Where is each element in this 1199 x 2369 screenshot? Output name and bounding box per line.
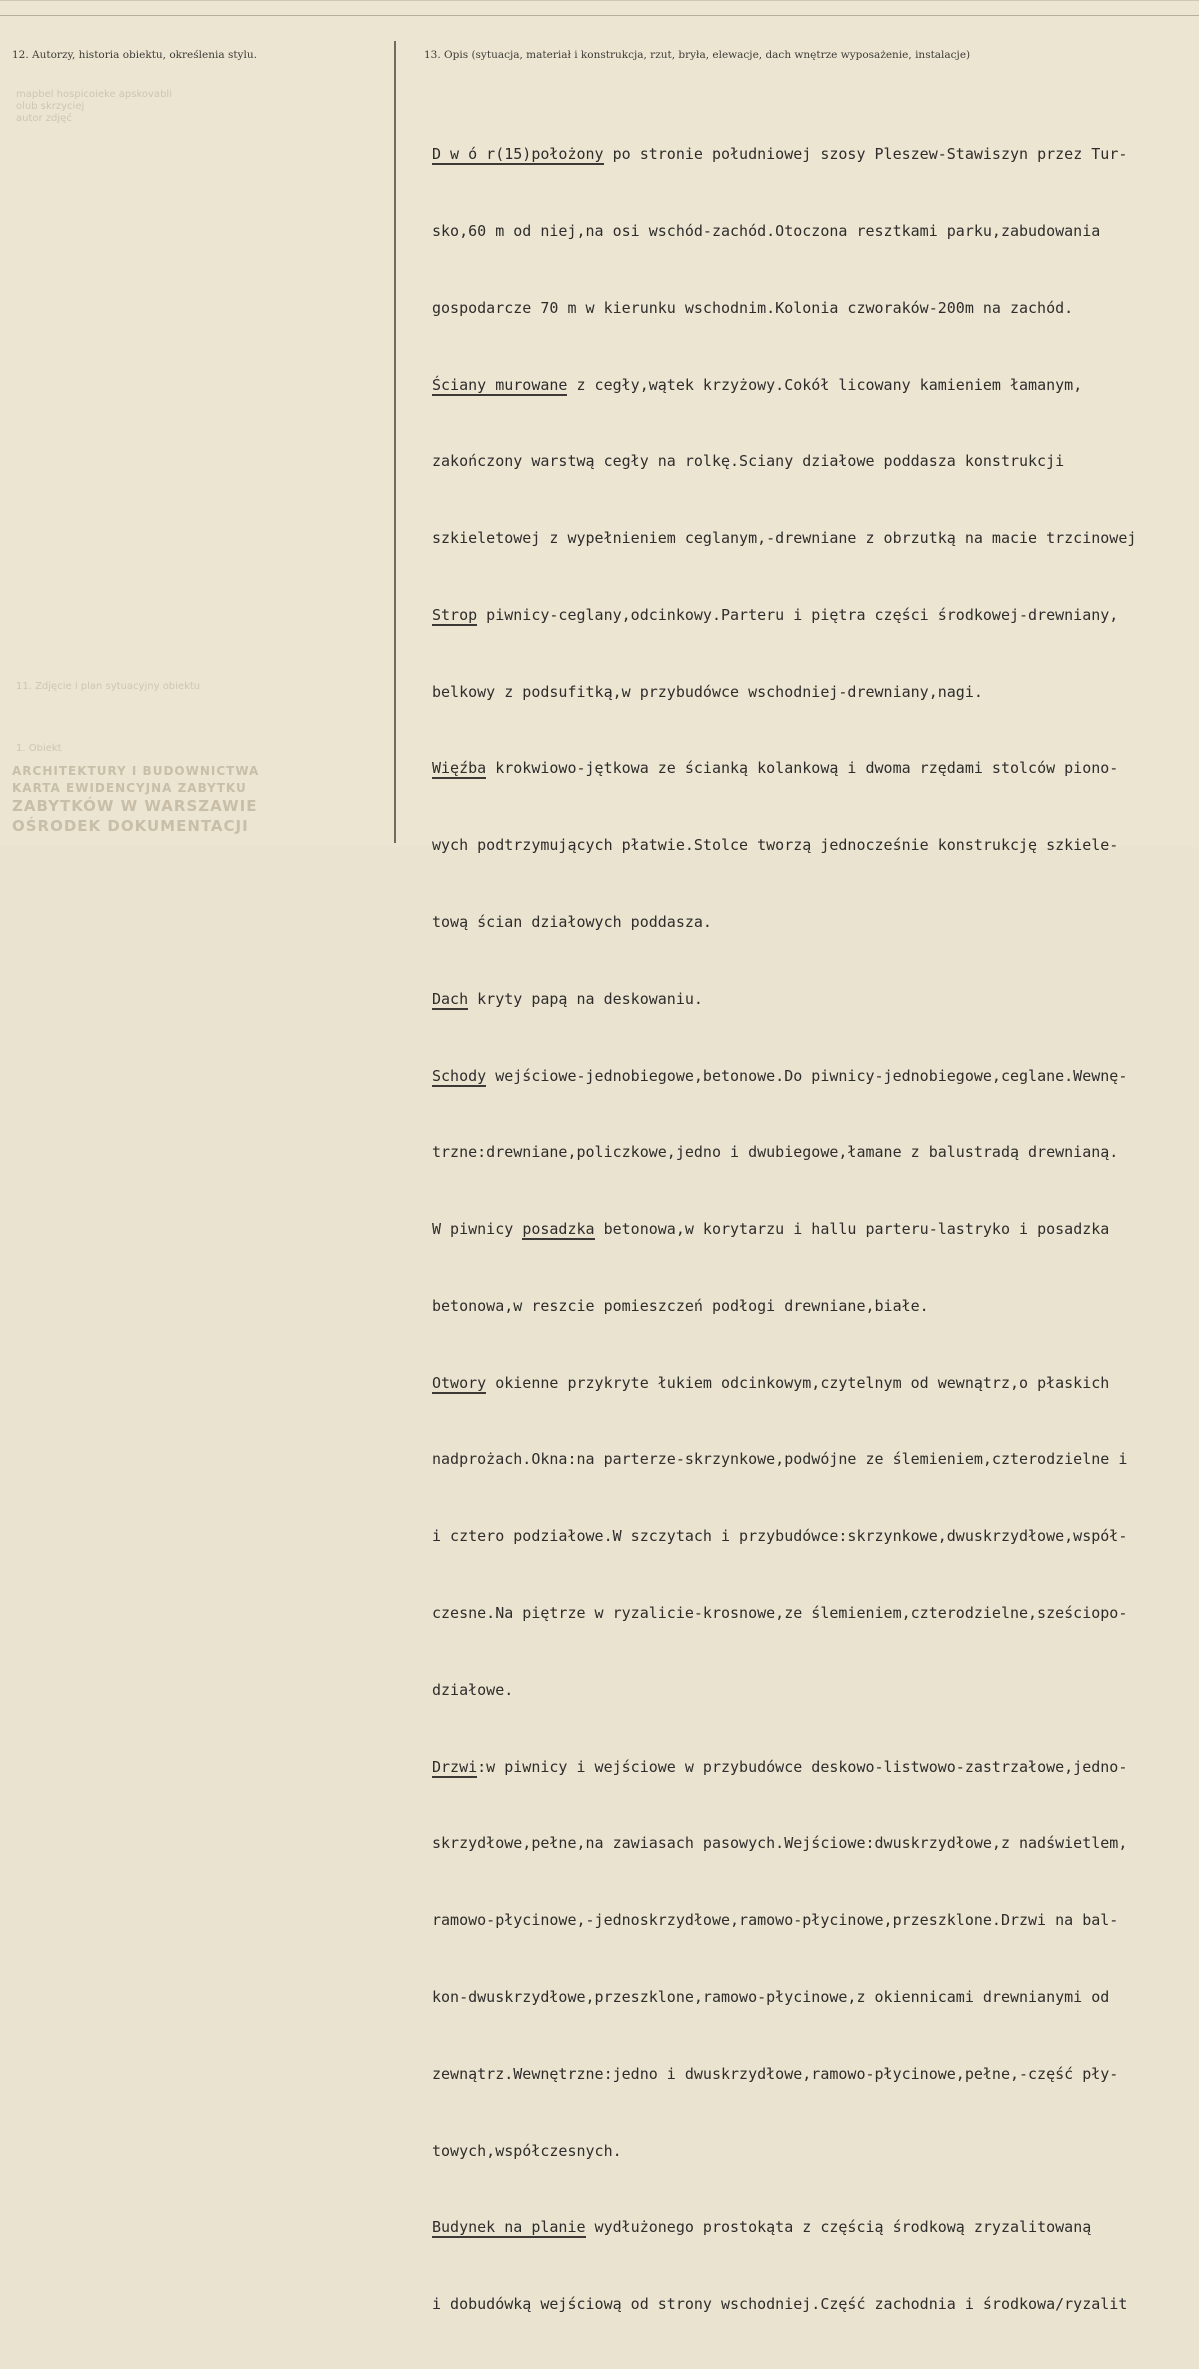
underlined-term: Schody: [432, 1066, 487, 1085]
underlined-term: Otwory: [432, 1373, 487, 1392]
text-line: gospodarcze 70 m w kierunku wschodnim.Kolonia czworaków-200m na zachód.: [432, 298, 1074, 317]
text-line: sko,60 m od niej,na osi wschód-zachód.Otoczona resztkami parku,zabudowania: [432, 221, 1101, 240]
ghost-text: 1. Obiekt: [16, 743, 62, 754]
underlined-term: Strop: [432, 605, 478, 624]
underlined-term: posadzka: [522, 1220, 595, 1239]
text-line: działowe.: [432, 1680, 514, 1699]
text-line: Więźba krokwiowo-jętkowa ze ścianką kolankową i dwoma rzędami stolców piono-: [432, 759, 1119, 778]
column-divider: [394, 41, 396, 843]
stamp-text: KARTA EWIDENCYJNA ZABYTKU: [12, 781, 247, 795]
text-line: skrzydłowe,pełne,na zawiasach pasowych.Wejściowe:dwuskrzydłowe,z nadświetlem,: [432, 1834, 1128, 1853]
stamp-text: OŚRODEK DOKUMENTACJI: [12, 817, 249, 835]
text-line: nadprożach.Okna:na parterze-skrzynkowe,podwójne ze ślemieniem,czterodzielne i: [432, 1450, 1128, 1469]
field-13-header: 13. Opis (sytuacja, materiał i konstrukcja, rzut, bryła, elewacje, dach wnętrze wyposażenie, instalacje): [424, 49, 971, 61]
underlined-term: Budynek na planie: [432, 2218, 586, 2237]
field-12-header: 12. Autorzy, historia obiektu, określenia stylu.: [12, 49, 257, 61]
text-line: D w ó r(15)położony po stronie południowej szosy Pleszew-Stawiszyn przez Tur-: [432, 145, 1128, 164]
top-rule: [0, 15, 1199, 16]
description-text: [432, 91, 1199, 2369]
text-line: Drzwi:w piwnicy i wejściowe w przybudówce deskowo-listwowo-zastrzałowe,jedno-: [432, 1757, 1128, 1776]
ghost-text: mapbel hospicoieke apskovabli: [16, 89, 172, 100]
text-line: Ściany murowane z cegły,wątek krzyżowy.Cokół licowany kamieniem łamanym,: [432, 375, 1083, 394]
text-line: W piwnicy posadzka betonowa,w korytarzu i hallu parteru-lastryko i posadzka: [432, 1220, 1110, 1239]
stamp-text: ARCHITEKTURY I BUDOWNICTWA: [12, 764, 260, 778]
text-line: tową ścian działowych poddasza.: [432, 913, 712, 931]
underlined-term: D w ó r(15)położony: [432, 145, 604, 164]
text-line: Strop piwnicy-ceglany,odcinkowy.Parteru i piętra części środkowej-drewniany,: [432, 605, 1119, 624]
underlined-term: Ściany murowane: [432, 375, 568, 394]
text-line: trzne:drewniane,policzkowe,jedno i dwubiegowe,łamane z balustradą drewnianą.: [432, 1143, 1119, 1162]
text-line: kon-dwuskrzydłowe,przeszklone,ramowo-płycinowe,z okiennicami drewnianymi od: [432, 1987, 1110, 2006]
ghost-text: olub skrzyciej: [16, 101, 85, 112]
text-line: i cztero podziałowe.W szczytach i przybudówce:skrzynkowe,dwuskrzydłowe,współ-: [432, 1527, 1128, 1546]
text-line: betonowa,w reszcie pomieszczeń podłogi drewniane,białe.: [432, 1296, 929, 1315]
underlined-term: Drzwi: [432, 1757, 478, 1776]
underlined-term: Więźba: [432, 759, 487, 778]
text-line: wych podtrzymujących płatwie.Stolce tworzą jednocześnie konstrukcję szkiele-: [432, 836, 1119, 855]
ghost-text: autor zdjęć: [16, 113, 72, 124]
stamp-text: ZABYTKÓW W WARSZAWIE: [12, 797, 258, 815]
text-line: Schody wejściowe-jednobiegowe,betonowe.Do piwnicy-jednobiegowe,ceglane.Wewnę-: [432, 1066, 1128, 1085]
ghost-text: 11. Zdjęcie i plan sytuacyjny obiektu: [16, 681, 201, 692]
text-line: Dach kryty papą na deskowaniu.: [432, 989, 703, 1008]
text-line: ramowo-płycinowe,-jednoskrzydłowe,ramowo-płycinowe,przeszklone.Drzwi na bal-: [432, 1911, 1119, 1930]
text-line: belkowy z podsufitką,w przybudówce wschodniej-drewniany,nagi.: [432, 682, 983, 701]
text-line: Budynek na planie wydłużonego prostokąta z częścią środkową zryzalitowaną: [432, 2218, 1092, 2237]
text-line: i dobudówką wejściową od strony wschodniej.Część zachodnia i środkowa/ryzalit: [432, 2295, 1128, 2314]
text-line: czesne.Na piętrze w ryzalicie-krosnowe,ze ślemieniem,czterodzielne,sześciopo-: [432, 1604, 1128, 1623]
underlined-term: Dach: [432, 989, 469, 1008]
text-line: zakończony warstwą cegły na rolkę.Sciany działowe poddasza konstrukcji: [432, 452, 1065, 471]
text-line: szkieletowej z wypełnieniem ceglanym,-drewniane z obrzutką na macie trzcinowej: [432, 529, 1137, 548]
text-line: zewnątrz.Wewnętrzne:jedno i dwuskrzydłowe,ramowo-płycinowe,pełne,-część pły-: [432, 2064, 1119, 2083]
text-line: towych,współczesnych.: [432, 2141, 622, 2160]
text-line: Otwory okienne przykryte łukiem odcinkowym,czytelnym od wewnątrz,o płaskich: [432, 1373, 1110, 1392]
